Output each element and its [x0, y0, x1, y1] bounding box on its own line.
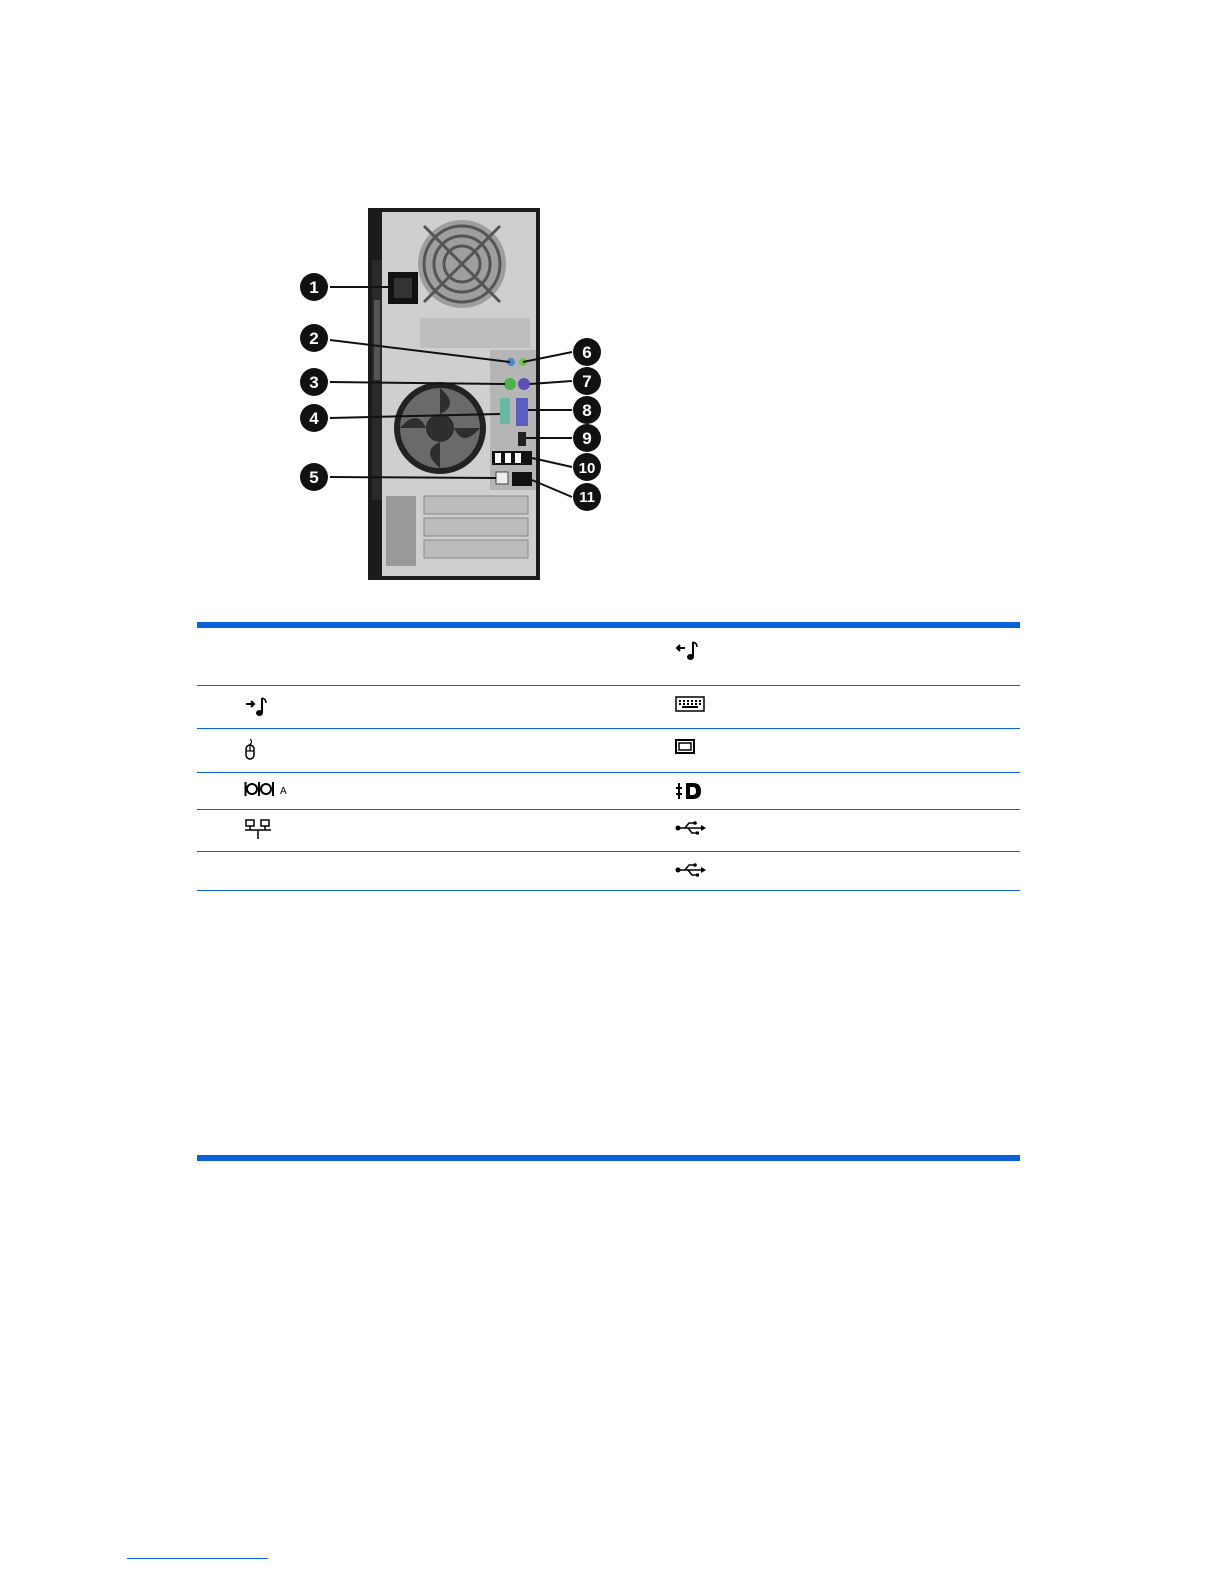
table-row	[197, 810, 1020, 852]
displayport-icon	[675, 782, 703, 800]
callout-2	[300, 324, 328, 352]
serial-port-suffix: A	[280, 786, 287, 797]
svg-text:6: 6	[582, 343, 592, 362]
callout-9	[573, 424, 601, 452]
callout-6	[573, 338, 601, 366]
usb-icon	[675, 862, 707, 878]
vga-port	[516, 398, 528, 426]
serial-port	[500, 398, 510, 424]
callout-10	[573, 453, 601, 481]
table-bottom-rule	[197, 1155, 1020, 1161]
displayport	[518, 432, 526, 446]
svg-text:2: 2	[309, 329, 319, 348]
network-icon	[244, 819, 272, 841]
table-row	[197, 686, 1020, 729]
ps2-mouse-port	[504, 378, 516, 390]
table-row	[197, 773, 1020, 810]
callout-3	[300, 368, 328, 396]
svg-text:9: 9	[582, 429, 592, 448]
usb-icon	[675, 820, 707, 836]
svg-text:7: 7	[582, 372, 592, 391]
io-panel	[490, 350, 536, 490]
rj45-port	[496, 472, 508, 484]
svg-text:11: 11	[579, 489, 595, 506]
callout-8	[573, 396, 601, 424]
svg-text:8: 8	[582, 401, 592, 420]
callout-5	[300, 463, 328, 491]
audio-line-out-icon	[244, 696, 268, 718]
rear-panel-figure	[290, 200, 620, 600]
audio-line-in-icon	[675, 640, 699, 662]
svg-text:4: 4	[309, 409, 319, 428]
svg-text:10: 10	[578, 460, 596, 477]
serial-port-icon	[244, 781, 287, 797]
monitor-icon	[675, 739, 695, 755]
rear-fan-icon	[394, 382, 486, 474]
callout-7	[573, 367, 601, 395]
table-row	[197, 729, 1020, 773]
mouse-icon	[244, 739, 256, 761]
svg-text:5: 5	[309, 468, 319, 487]
side-stripe-slot	[374, 300, 380, 380]
psu-fan-icon	[418, 220, 506, 308]
table-row	[197, 852, 1020, 891]
svg-text:1: 1	[309, 278, 319, 297]
table-row	[197, 628, 1020, 686]
svg-text:3: 3	[309, 373, 319, 392]
keyboard-icon	[675, 696, 705, 712]
callout-1	[300, 273, 328, 301]
callout-4	[300, 404, 328, 432]
callout-11	[573, 483, 601, 511]
expansion-slots	[386, 496, 528, 566]
usb-ports-lower	[512, 472, 532, 486]
footer-rule	[127, 1558, 268, 1559]
ps2-keyboard-port	[518, 378, 530, 390]
